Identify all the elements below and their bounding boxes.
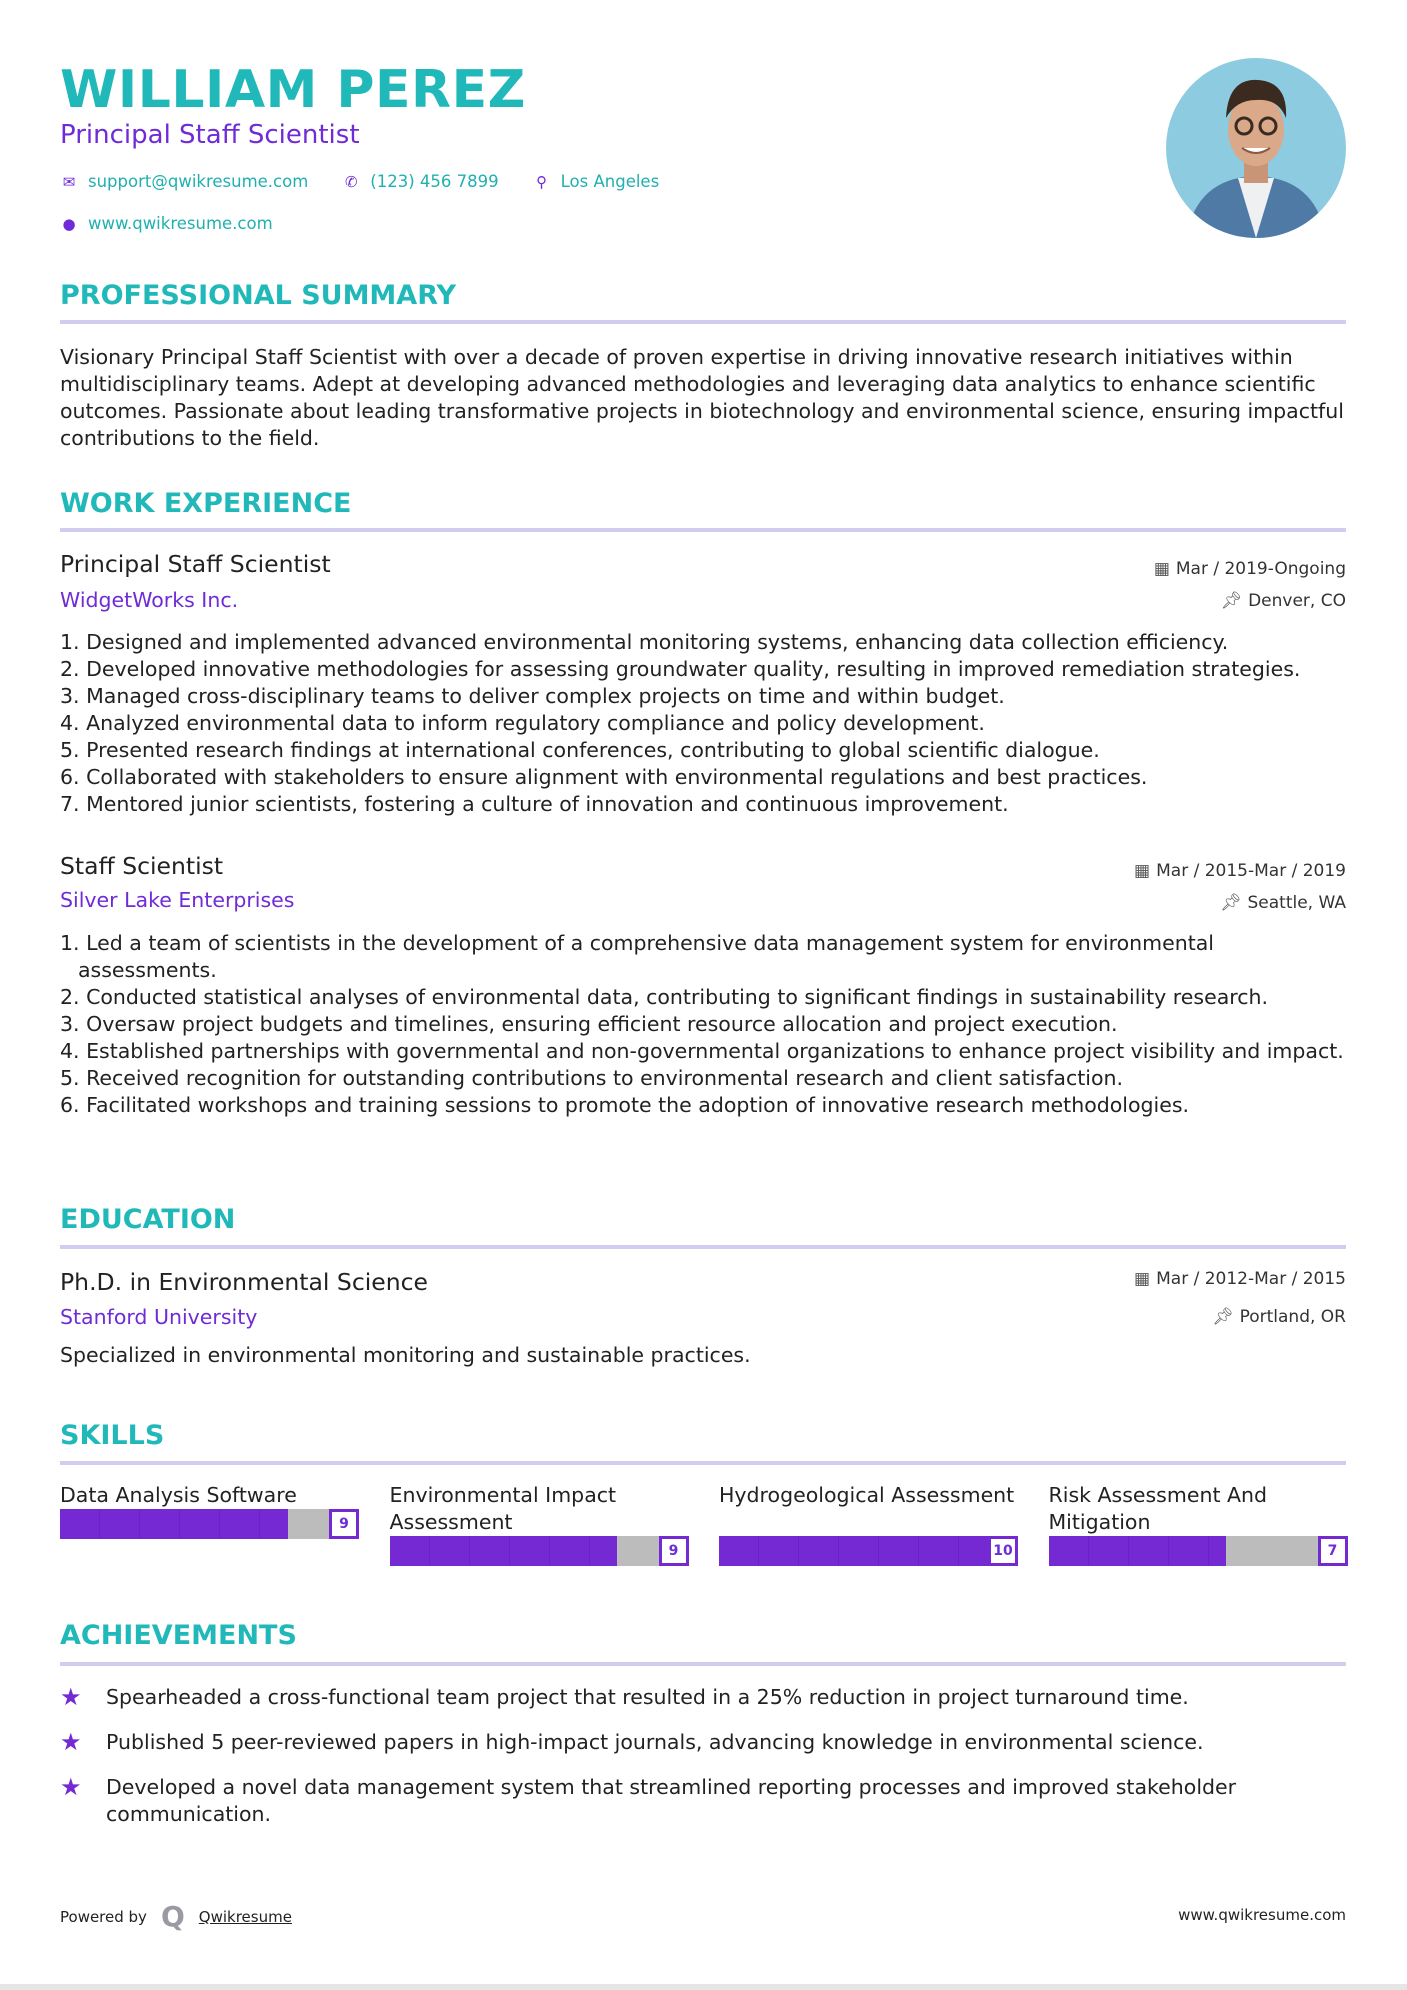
skill-item (719, 1482, 1018, 1566)
skill-remaining (617, 1536, 658, 1566)
list-item: 6. Collaborated with stakeholders to ensure alignment with environmental regulations and best practices. (60, 765, 1148, 789)
skill-remaining (1226, 1536, 1318, 1566)
location-text: Portland, OR (1239, 1307, 1346, 1327)
map-pin-icon: ⚲ (536, 172, 548, 191)
skill-fill (1049, 1536, 1226, 1566)
dates-text: Mar / 2012-Mar / 2015 (1156, 1269, 1346, 1289)
achievement-item (60, 1729, 1350, 1756)
section-heading-skills: SKILLS (60, 1420, 165, 1451)
candidate-name: WILLIAM PEREZ (60, 60, 526, 120)
list-item: 5. Presented research findings at international conferences, contributing to global scientific dialogue. (60, 738, 1100, 762)
section-heading-summary: PROFESSIONAL SUMMARY (60, 280, 457, 311)
education-dates (1134, 1269, 1346, 1289)
job-company: Silver Lake Enterprises (60, 888, 295, 912)
skill-item (1049, 1482, 1348, 1566)
school: Stanford University (60, 1305, 258, 1329)
section-divider (60, 1461, 1346, 1465)
list-item: 3. Managed cross-disciplinary teams to deliver complex projects on time and within budget. (60, 684, 1005, 708)
section-divider (60, 1245, 1346, 1249)
dates-text: Mar / 2015-Mar / 2019 (1156, 861, 1346, 881)
job-dates (1154, 559, 1346, 579)
job-location (1220, 893, 1346, 913)
achievement-item (60, 1774, 1350, 1828)
pin-icon: 📌︎ (1219, 893, 1242, 913)
calendar-icon: ▦ (1134, 861, 1151, 881)
star-icon: ★ (60, 1773, 82, 1801)
website-link[interactable]: www.qwikresume.com (88, 214, 273, 233)
star-icon: ★ (60, 1683, 82, 1711)
pin-icon: 📌︎ (1220, 591, 1243, 611)
pin-icon: 📌︎ (1211, 1307, 1234, 1327)
phone-icon: ✆ (345, 172, 358, 191)
skill-level-value: 10 (988, 1536, 1018, 1566)
globe-icon: ● (62, 214, 76, 233)
job-location (1221, 591, 1347, 611)
location-text: Denver, CO (1248, 591, 1346, 611)
contact-row (60, 172, 659, 191)
skill-item (390, 1482, 689, 1566)
phone-text: (123) 456 7899 (370, 172, 499, 191)
calendar-icon: ▦ (1153, 559, 1170, 579)
skill-remaining (288, 1509, 329, 1539)
calendar-icon: ▦ (1134, 1269, 1151, 1289)
candidate-title: Principal Staff Scientist (60, 120, 360, 150)
list-item: 3. Oversaw project budgets and timelines, ensuring efficient resource allocation and project execution. (60, 1012, 1118, 1036)
section-heading-education: EDUCATION (60, 1204, 236, 1235)
degree: Ph.D. in Environmental Science (60, 1268, 429, 1296)
skill-level-bar (390, 1536, 689, 1566)
job-company: WidgetWorks Inc. (60, 588, 239, 612)
job-responsibilities (60, 629, 1350, 818)
education-location (1212, 1307, 1346, 1327)
skill-item (60, 1482, 359, 1539)
achievement-item (60, 1684, 1350, 1711)
skill-level-value: 7 (1318, 1536, 1348, 1566)
list-item: 2. Developed innovative methodologies for assessing groundwater quality, resulting in improved remediation strategies. (60, 657, 1301, 681)
skill-level-bar (60, 1509, 359, 1539)
brand-link[interactable]: Qwikresume (198, 1907, 292, 1926)
skill-level-value: 9 (329, 1509, 359, 1539)
star-icon: ★ (60, 1728, 82, 1756)
job-role: Principal Staff Scientist (60, 550, 331, 578)
job-responsibilities (60, 930, 1350, 1119)
skill-name: Data Analysis Software (60, 1483, 297, 1507)
dates-text: Mar / 2019-Ongoing (1175, 559, 1346, 579)
job-dates (1134, 861, 1346, 881)
location-text: Los Angeles (560, 172, 660, 191)
summary-text: Visionary Principal Staff Scientist with over a decade of proven expertise in driving innovative research initiatives within multidisciplinary teams. Adept at developing advanced methodologies and leveraging data analytics to enhance scientific outcomes. Passionate about leading transformative projects in biotechnology and environmental science, ensuring impactful contributions to the field. (60, 345, 1344, 450)
section-divider (60, 320, 1346, 324)
job-role: Staff Scientist (60, 852, 224, 880)
profile-photo (1166, 58, 1346, 238)
achievement-text: Spearheaded a cross-functional team project that resulted in a 25% reduction in project turnaround time. (106, 1685, 1189, 1709)
skill-level-bar (719, 1536, 1018, 1566)
skill-name: Environmental Impact Assessment (389, 1483, 617, 1534)
skill-fill (390, 1536, 618, 1566)
achievement-text: Developed a novel data management system that streamlined reporting processes and improved stakeholder communication. (106, 1775, 1237, 1826)
section-divider (60, 1662, 1346, 1666)
list-item: 2. Conducted statistical analyses of environmental data, contributing to significant findings in sustainability research. (60, 985, 1269, 1009)
qwikresume-logo-icon: Q (160, 1900, 185, 1933)
list-item: 6. Facilitated workshops and training sessions to promote the adoption of innovative research methodologies. (60, 1093, 1190, 1117)
list-item: 7. Mentored junior scientists, fostering a culture of innovation and continuous improvement. (60, 792, 1009, 816)
skill-name: Risk Assessment And Mitigation (1048, 1483, 1268, 1534)
list-item: 4. Established partnerships with governmental and non-governmental organizations to enhance project visibility and impact. (60, 1039, 1344, 1063)
achievement-text: Published 5 peer-reviewed papers in high-impact journals, advancing knowledge in environmental science. (106, 1730, 1204, 1754)
envelope-icon: ✉ (62, 172, 76, 191)
skill-fill (719, 1536, 988, 1566)
skill-fill (60, 1509, 288, 1539)
list-item: 4. Analyzed environmental data to inform regulatory compliance and policy development. (60, 711, 985, 735)
list-item: 1. Designed and implemented advanced environmental monitoring systems, enhancing data collection efficiency. (60, 630, 1229, 654)
section-divider (60, 528, 1346, 532)
location-text: Seattle, WA (1247, 893, 1346, 913)
list-item: 1. Led a team of scientists in the development of a comprehensive data management system for environmental assessments. (60, 931, 1214, 982)
website-row (60, 214, 273, 233)
section-heading-achievements: ACHIEVEMENTS (60, 1620, 297, 1651)
footer-website[interactable]: www.qwikresume.com (1178, 1906, 1346, 1924)
section-heading-work: WORK EXPERIENCE (60, 488, 352, 519)
skill-level-bar (1049, 1536, 1348, 1566)
list-item: 5. Received recognition for outstanding contributions to environmental research and client satisfaction. (60, 1066, 1123, 1090)
skill-level-value: 9 (659, 1536, 689, 1566)
skill-name: Hydrogeological Assessment (719, 1483, 1015, 1507)
email-link[interactable]: support@qwikresume.com (88, 172, 309, 191)
footer-powered (60, 1900, 292, 1933)
powered-by-text: Powered by (60, 1907, 147, 1926)
page-bottom-border (0, 1984, 1407, 1990)
education-description: Specialized in environmental monitoring and sustainable practices. (60, 1343, 751, 1367)
